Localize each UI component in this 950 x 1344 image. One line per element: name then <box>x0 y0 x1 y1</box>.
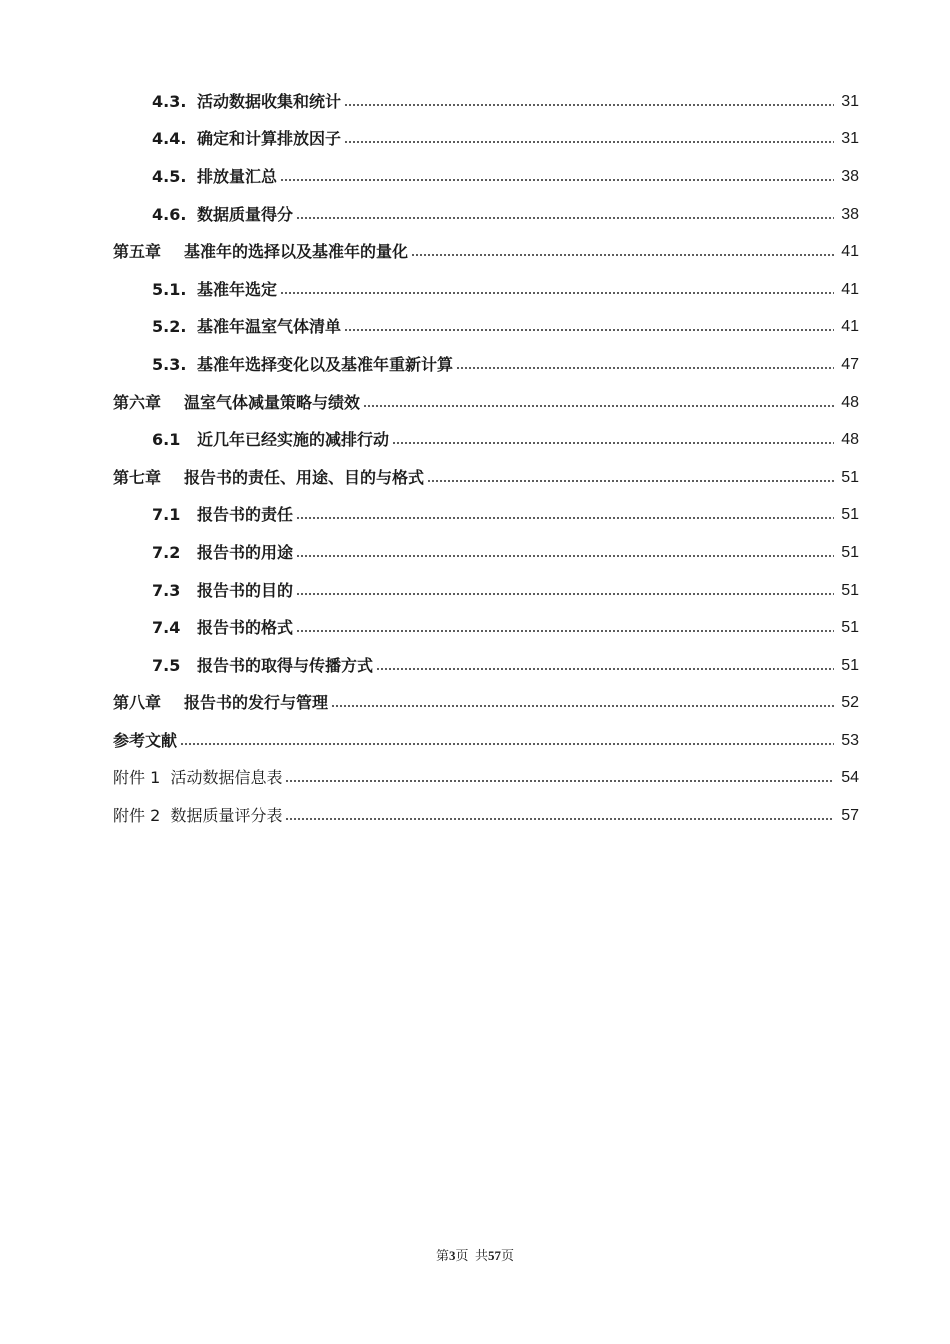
dot-leader <box>280 178 834 182</box>
toc-entry-title: 温室气体减量策略与绩效 <box>184 392 361 412</box>
footer-middle: 页 共 <box>455 1248 488 1263</box>
toc-entry-title: 附件 2 数据质量评分表 <box>113 806 283 826</box>
toc-entry[interactable] <box>0 609 859 647</box>
toc-entry-title: 基准年温室气体清单 <box>197 317 342 337</box>
toc-entry-number: 5.1. <box>152 279 187 299</box>
dot-leader <box>296 554 834 558</box>
toc-appendix-entry[interactable] <box>0 797 859 835</box>
toc-chapter-entry[interactable] <box>0 384 859 422</box>
toc-entry-title: 基准年的选择以及基准年的量化 <box>184 242 409 262</box>
toc-entry-page: 38 <box>841 167 859 185</box>
toc-entry-page: 53 <box>841 731 859 749</box>
toc-entry-number: 4.5. <box>152 166 187 186</box>
toc-entry-title: 数据质量得分 <box>197 204 294 224</box>
toc-entry-page: 41 <box>841 318 859 336</box>
dot-leader <box>296 216 834 220</box>
toc-entry-page: 51 <box>841 468 859 486</box>
toc-chapter-label: 第五章 <box>113 242 162 262</box>
toc-chapter-label: 第八章 <box>113 693 162 713</box>
toc-entry-title: 近几年已经实施的减排行动 <box>197 430 390 450</box>
toc-entry-number: 7.2 <box>152 542 181 562</box>
toc-entry[interactable] <box>0 196 859 234</box>
toc-entry[interactable] <box>0 572 859 610</box>
dot-leader <box>296 516 834 520</box>
toc-entry-page: 57 <box>841 807 859 825</box>
toc-entry-title: 报告书的目的 <box>197 580 294 600</box>
toc-entry-page: 51 <box>841 506 859 524</box>
toc-entry[interactable] <box>0 309 859 347</box>
toc-entry-title: 报告书的用途 <box>197 542 294 562</box>
dot-leader <box>363 404 834 408</box>
toc-entry-title: 报告书的格式 <box>197 618 294 638</box>
toc-entry-title: 报告书的责任、用途、目的与格式 <box>184 467 425 487</box>
dot-leader <box>285 779 834 783</box>
toc-entry-title: 基准年选择变化以及基准年重新计算 <box>197 354 454 374</box>
toc-entry-title: 基准年选定 <box>197 279 278 299</box>
dot-leader <box>280 291 834 295</box>
dot-leader <box>331 704 834 708</box>
toc-entry-page: 31 <box>841 130 859 148</box>
toc-entry-title: 确定和计算排放因子 <box>197 129 342 149</box>
toc-entry-page: 51 <box>841 619 859 637</box>
toc-entry-page: 51 <box>841 543 859 561</box>
toc-entry[interactable] <box>0 534 859 572</box>
toc-chapter-label: 第六章 <box>113 392 162 412</box>
toc-entry-page: 41 <box>841 280 859 298</box>
toc-entry-number: 4.3. <box>152 91 187 111</box>
toc-entry[interactable] <box>0 346 859 384</box>
toc-entry[interactable] <box>0 497 859 535</box>
footer-suffix: 页 <box>501 1248 515 1263</box>
toc-entry-title: 附件 1 活动数据信息表 <box>113 768 283 788</box>
toc-entry-number: 4.4. <box>152 129 187 149</box>
dot-leader <box>344 328 834 332</box>
toc-entry-number: 7.1 <box>152 505 181 525</box>
dot-leader <box>285 817 834 821</box>
toc-chapter-entry[interactable] <box>0 459 859 497</box>
toc-entry-number: 5.2. <box>152 317 187 337</box>
current-page-number: 3 <box>448 1248 456 1263</box>
toc-chapter-entry[interactable] <box>0 685 859 723</box>
dot-leader <box>427 479 834 483</box>
dot-leader <box>456 366 834 370</box>
toc-entry-title: 报告书的责任 <box>197 505 294 525</box>
toc-entry-number: 7.4 <box>152 618 181 638</box>
toc-entry-title: 报告书的发行与管理 <box>184 693 329 713</box>
toc-entry-page: 38 <box>841 205 859 223</box>
toc-entry-page: 31 <box>841 92 859 110</box>
toc-entry-title: 排放量汇总 <box>197 166 278 186</box>
toc-references-entry[interactable] <box>0 722 859 760</box>
toc-appendix-entry[interactable] <box>0 760 859 798</box>
toc-entry-number: 7.3 <box>152 580 181 600</box>
dot-leader <box>296 629 834 633</box>
toc-entry-number: 7.5 <box>152 655 181 675</box>
page-footer <box>0 1245 950 1264</box>
dot-leader <box>344 140 834 144</box>
toc-entry-page: 48 <box>841 393 859 411</box>
toc-entry-number: 5.3. <box>152 354 187 374</box>
toc-entry-page: 51 <box>841 581 859 599</box>
toc-entry-page: 54 <box>841 769 859 787</box>
toc-entry-title: 报告书的取得与传播方式 <box>197 655 374 675</box>
toc-entry-page: 47 <box>841 355 859 373</box>
footer-prefix: 第 <box>435 1248 449 1263</box>
total-page-count: 57 <box>488 1248 501 1263</box>
toc-entry-title: 活动数据收集和统计 <box>197 91 342 111</box>
toc-entry[interactable] <box>0 83 859 121</box>
table-of-contents <box>0 83 950 835</box>
toc-entry-page: 51 <box>841 656 859 674</box>
dot-leader <box>180 742 834 746</box>
toc-entry[interactable] <box>0 121 859 159</box>
toc-entry-number: 4.6. <box>152 204 187 224</box>
dot-leader <box>376 667 834 671</box>
toc-entry-page: 41 <box>841 243 859 261</box>
toc-entry-page: 52 <box>841 694 859 712</box>
dot-leader <box>344 103 834 107</box>
toc-entry-page: 48 <box>841 431 859 449</box>
toc-entry-number: 6.1 <box>152 430 181 450</box>
toc-entry-title: 参考文献 <box>113 730 178 750</box>
toc-chapter-entry[interactable] <box>0 233 859 271</box>
toc-entry[interactable] <box>0 271 859 309</box>
toc-chapter-label: 第七章 <box>113 467 162 487</box>
dot-leader <box>411 253 834 257</box>
toc-entry[interactable] <box>0 647 859 685</box>
dot-leader <box>392 441 834 445</box>
toc-entry[interactable] <box>0 158 859 196</box>
dot-leader <box>296 592 834 596</box>
toc-entry[interactable] <box>0 421 859 459</box>
